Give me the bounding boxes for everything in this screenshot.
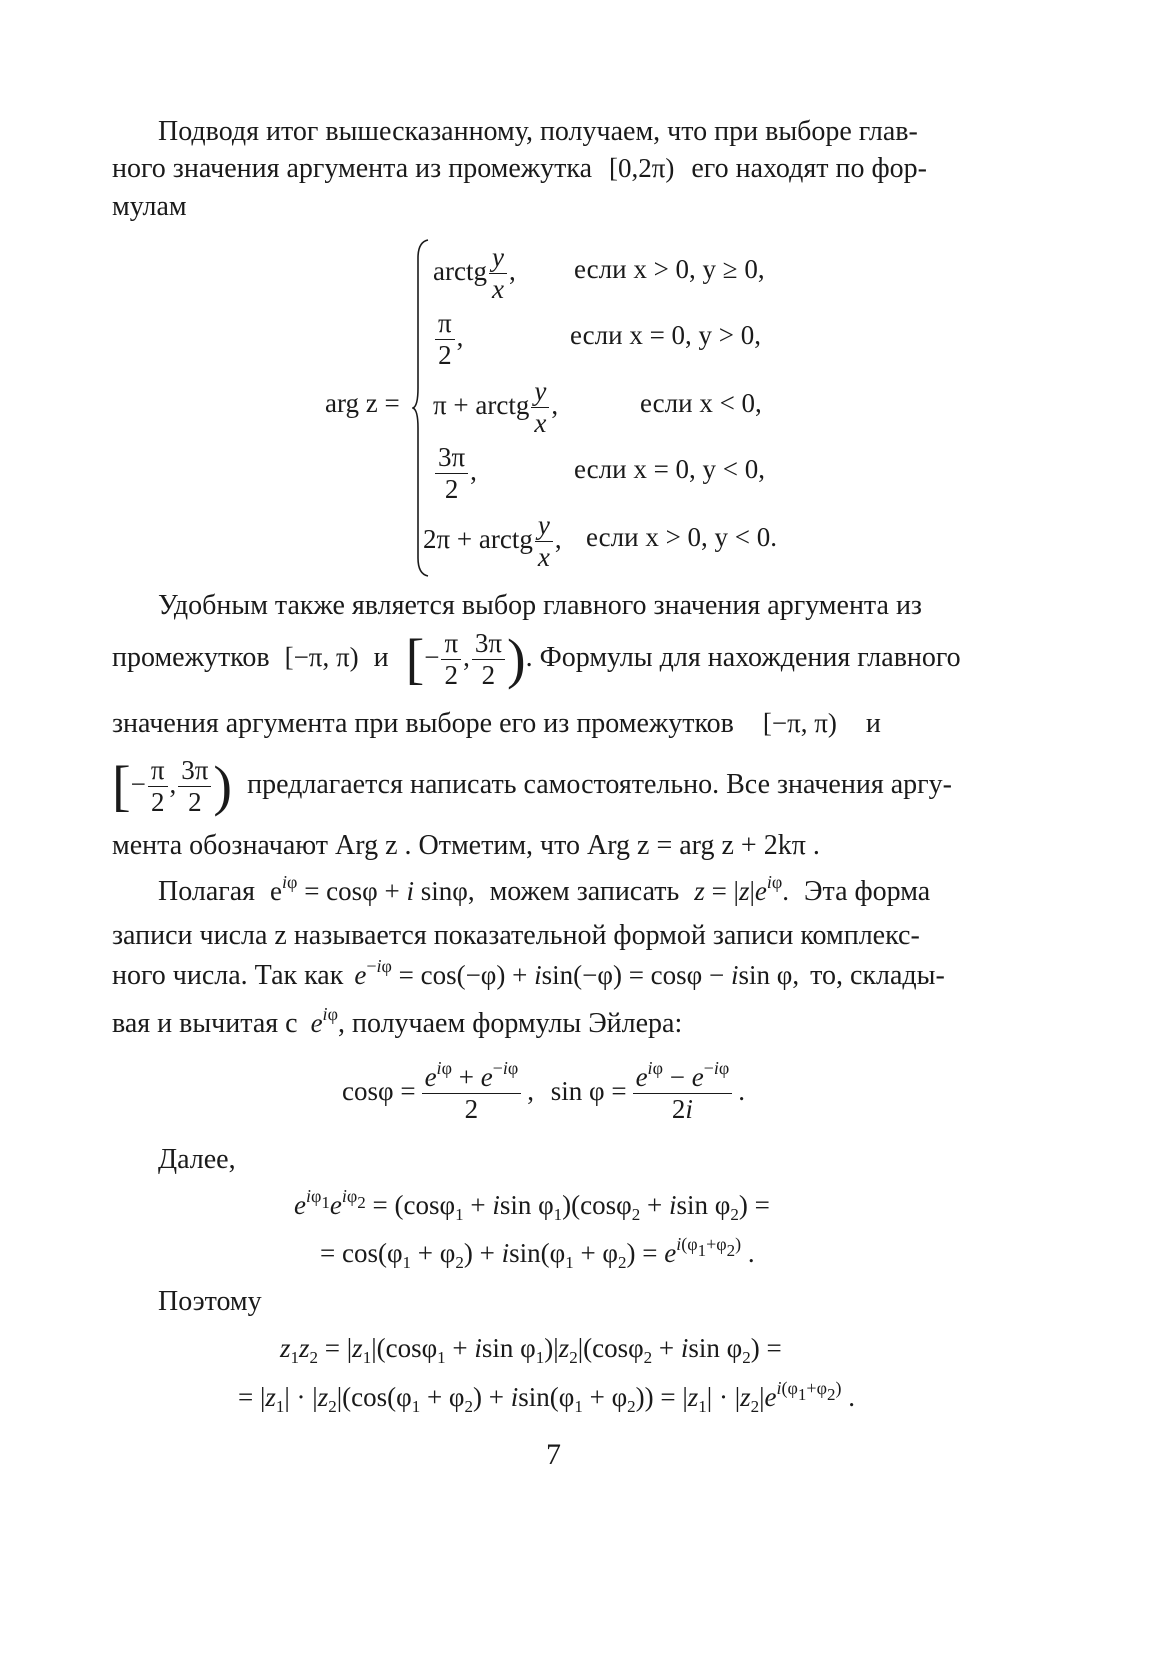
interval-bracket-1: [− $\frac{\pi}{2}$ , $\frac{3\pi}{2}$ ) bbox=[405, 628, 526, 691]
case-5-cond: если x > 0, y < 0. bbox=[586, 522, 778, 552]
para2-line3: значения аргумента при выборе его из промежутков [−π, π) и bbox=[112, 708, 881, 739]
case-2: $\frac{\pi}{2}$ , bbox=[433, 308, 463, 371]
argz-lhs: arg z = bbox=[325, 388, 400, 418]
case-2-cond: если x = 0, y > 0, bbox=[570, 320, 762, 350]
para4-eq1: $e^{i\varphi_1}e^{i\varphi_2} = (\cos\varphi_1 + isin$ $\varphi_1)(\cos\varphi_2 + isin$ $\varphi_2$) = bbox=[294, 1186, 770, 1224]
para1-line2a: ного значения аргумента из промежутка bbox=[112, 153, 592, 184]
case-1: arctg $\frac{y}{x}$ , bbox=[433, 242, 516, 305]
para3-line4: вая и вычитая с $e^{i\varphi}$, получаем формулы Эйлера: bbox=[112, 1004, 683, 1039]
para2-line2: промежутков [−π, π) и [− $\frac{\pi}{2}$ , $\frac{3\pi}{2}$ ). Формулы для нахождения главного bbox=[112, 628, 961, 691]
interval-bracket-2: [− $\frac{\pi}{2}$ , $\frac{3\pi}{2}$ ) bbox=[112, 755, 233, 818]
case-5: 2π + arctg $\frac{y}{x}$ , bbox=[423, 510, 562, 573]
para4-label: Далее, bbox=[158, 1144, 236, 1175]
case-3-cond: если x < 0, bbox=[640, 388, 762, 418]
para1-line2 bbox=[112, 155, 927, 183]
para3-line2: записи числа z называется показательной формой записи комплекс- bbox=[112, 920, 920, 951]
para5-eq1: $z_1z_2 = |z_1|(\cos\varphi_1 + isin$ $\varphi_1)|z_2|(\cos\varphi_2 + isin$ $\varphi_2$) = bbox=[280, 1333, 782, 1367]
page-number: 7 bbox=[546, 1438, 561, 1471]
para1-line1: Подводя итог вышесказанному, получаем, что при выборе глав- bbox=[158, 116, 918, 147]
euler-formulas: cosφ = $e^{i\varphi} + e^{-i\varphi}$ 2 , sin φ = $e^{i\varphi} - e^{-i\varphi}$ 2i . bbox=[342, 1058, 745, 1125]
case-4-cond: если x = 0, y < 0, bbox=[574, 454, 766, 484]
case-3: π + arctg $\frac{y}{x}$ , bbox=[433, 376, 559, 439]
interval-0-2pi: [0,2π) bbox=[609, 153, 675, 183]
para1-line3: мулам bbox=[112, 191, 187, 222]
para5-label: Поэтому bbox=[158, 1286, 262, 1317]
para5-eq2: = $|z_1| \cdot |z_2|(\cos(\varphi_1 + \varphi_2) + isin(\varphi_1 + \varphi_2)) = |z_1| \cdot |z_2|e^{i(\varphi_1+\varphi_2)}$ . bbox=[238, 1378, 855, 1416]
para2-line4: [− $\frac{\pi}{2}$ , $\frac{3\pi}{2}$ ) предлагается написать самостоятельно. Все значения аргу- bbox=[112, 755, 952, 818]
case-1-cond: если x > 0, y ≥ 0, bbox=[574, 254, 765, 284]
para3-line3: ного числа. Так как $e^{-i\varphi} = \cos(-\varphi) + isin(-\varphi) = \cos\varphi - isin$ φ, то, склады- bbox=[112, 956, 945, 991]
para4-eq2: = $\cos(\varphi_1 + \varphi_2) + isin(\varphi_1 + \varphi_2) = e^{i(\varphi_1+\varphi_2)}$ . bbox=[320, 1234, 755, 1272]
para1-line2b: его находят по фор- bbox=[691, 153, 927, 184]
para3-line1: Полагая $e^{i\varphi} = \cos\varphi + i$ sinφ, можем записать $z = |z|e^{i\varphi}$. Эта форма bbox=[158, 872, 931, 907]
para2-line5: мента обозначают Arg z . Отметим, что Arg z = arg z + 2kπ . bbox=[112, 830, 820, 861]
case-4: $\frac{3\pi}{2}$ , bbox=[433, 442, 477, 505]
para2-line1: Удобным также является выбор главного значения аргумента из bbox=[158, 590, 922, 621]
